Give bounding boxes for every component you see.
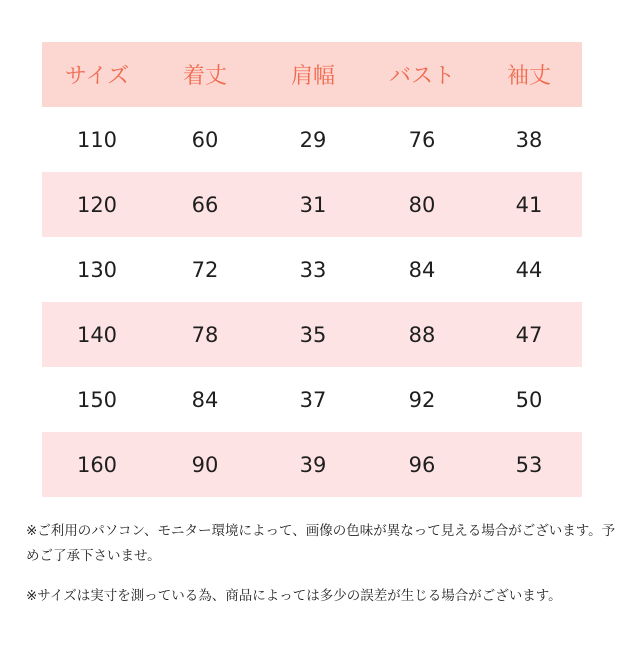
cell-bust: 96 bbox=[408, 452, 436, 477]
cell-length: 60 bbox=[191, 127, 219, 152]
table-row bbox=[42, 237, 582, 302]
cell-shoulder-width: 35 bbox=[299, 322, 327, 347]
cell-sleeve-length: 44 bbox=[515, 257, 543, 282]
cell-length: 90 bbox=[191, 452, 219, 477]
cell-size: 130 bbox=[76, 257, 118, 282]
cell-size: 160 bbox=[76, 452, 118, 477]
measurement-disclaimer-note: ※サイズは実寸を測っている為、商品によっては多少の誤差が生じる場合がございます。 bbox=[26, 588, 562, 604]
cell-size: 150 bbox=[76, 387, 118, 412]
table-header-row bbox=[42, 42, 582, 107]
cell-sleeve-length: 53 bbox=[515, 452, 543, 477]
header-shoulder-width: 肩幅 bbox=[290, 64, 335, 89]
cell-bust: 88 bbox=[408, 322, 436, 347]
header-length: 着丈 bbox=[182, 64, 227, 89]
cell-sleeve-length: 41 bbox=[515, 192, 543, 217]
color-disclaimer-note: ※ご利用のパソコン、モニター環境によって、画像の色味が異なって見える場合がございます。予めご了承下さいませ。 bbox=[26, 523, 616, 564]
cell-sleeve-length: 38 bbox=[515, 127, 543, 152]
cell-bust: 84 bbox=[408, 257, 436, 282]
table-row bbox=[42, 432, 582, 497]
size-chart-table bbox=[42, 42, 582, 497]
cell-length: 78 bbox=[191, 322, 219, 347]
cell-length: 72 bbox=[191, 257, 219, 282]
header-bust: バスト bbox=[388, 64, 455, 89]
cell-length: 66 bbox=[191, 192, 219, 217]
header-sleeve-length: 袖丈 bbox=[506, 64, 551, 89]
header-size: サイズ bbox=[64, 64, 130, 89]
cell-sleeve-length: 47 bbox=[515, 322, 543, 347]
cell-sleeve-length: 50 bbox=[515, 387, 543, 412]
cell-size: 140 bbox=[76, 322, 118, 347]
cell-length: 84 bbox=[191, 387, 219, 412]
cell-shoulder-width: 29 bbox=[299, 127, 327, 152]
table-row bbox=[42, 107, 582, 172]
table-row bbox=[42, 172, 582, 237]
table-row bbox=[42, 367, 582, 432]
cell-size: 110 bbox=[76, 127, 118, 152]
cell-shoulder-width: 37 bbox=[299, 387, 327, 412]
cell-bust: 92 bbox=[408, 387, 436, 412]
cell-size: 120 bbox=[76, 192, 118, 217]
cell-bust: 80 bbox=[408, 192, 436, 217]
cell-shoulder-width: 33 bbox=[299, 257, 327, 282]
table-row bbox=[42, 302, 582, 367]
cell-bust: 76 bbox=[408, 127, 436, 152]
cell-shoulder-width: 39 bbox=[299, 452, 327, 477]
cell-shoulder-width: 31 bbox=[299, 192, 327, 217]
